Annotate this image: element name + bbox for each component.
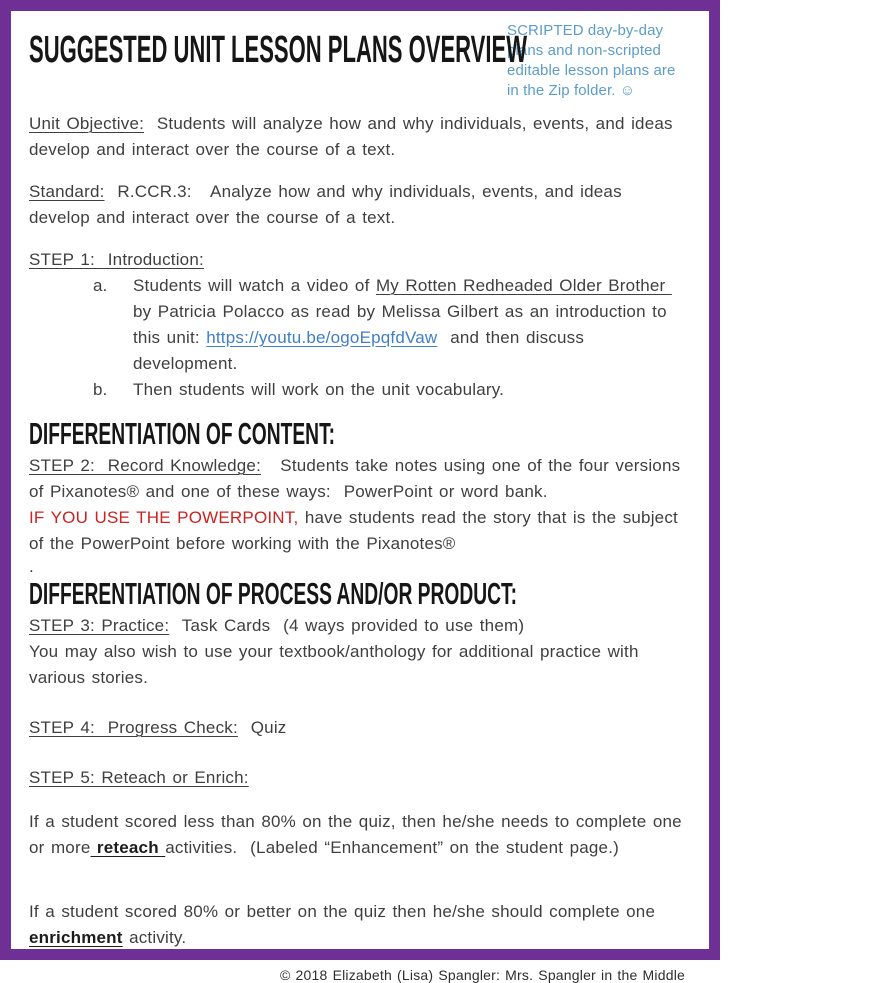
list-marker-a: a. [93, 276, 108, 295]
reteach-paragraph [29, 809, 689, 861]
header [29, 19, 689, 101]
spacer [29, 741, 689, 765]
enrich-keyword: enrichment [29, 928, 123, 947]
differentiation-of-content-heading: DIFFERENTIATION OF CONTENT: [29, 416, 336, 451]
step3-paragraph [29, 613, 689, 639]
step4-label: STEP 4: Progress Check: [29, 718, 238, 737]
zip-folder-note-text: SCRIPTED day-by-day plans and non-scripted editable lesson plans are in the Zip folder. [507, 22, 676, 99]
step1-list [29, 273, 689, 403]
step4-text: Quiz [237, 718, 287, 737]
standard-text: R.CCR.3: Analyze how and why individuals, events, and ideas develop and interact over the course of a text. [29, 182, 629, 227]
spacer [29, 877, 689, 899]
unit-objective-paragraph [29, 111, 689, 163]
book-title: My Rotten Redheaded Older Brother [375, 276, 672, 295]
step2-label: STEP 2: Record Knowledge: [29, 456, 262, 475]
zip-folder-note [507, 19, 689, 101]
item-a-mid: by Patricia Polacco as read by Melissa Gilbert as an introduction to this unit: [133, 302, 674, 347]
smiley-icon: ☺ [615, 82, 636, 99]
list-item-a [29, 273, 689, 377]
content-heading-row [29, 417, 689, 453]
reteach-post: activities. (Labeled “Enhancement” on the student page.) [165, 838, 619, 857]
step1-label: STEP 1: Introduction: [29, 250, 204, 269]
stray-period: . [29, 557, 34, 576]
enrich-post: activity. [122, 928, 187, 947]
enrich-paragraph [29, 899, 689, 951]
list-item-b [29, 377, 689, 403]
spacer [29, 691, 689, 715]
standard-paragraph [29, 179, 689, 231]
step2-text: Students take notes using one of the four versions of Pixanotes® and one of these ways: PowerPoint or word bank. [29, 456, 687, 501]
spacer [29, 791, 689, 809]
process-heading-row [29, 577, 689, 613]
step4-paragraph [29, 715, 689, 741]
page-title: SUGGESTED UNIT LESSON PLANS OVERVIEW [29, 29, 528, 71]
unit-objective-text: Students will analyze how and why individuals, events, and ideas develop and interact over the course of a text. [29, 114, 680, 159]
step3-text: Task Cards (4 ways provided to use them) [169, 616, 525, 635]
item-a-pre: Students will watch a video of [133, 276, 376, 295]
powerpoint-alert-text: IF YOU USE THE POWERPOINT, [29, 508, 299, 527]
step3-label: STEP 3: Practice: [29, 616, 170, 635]
step5-paragraph [29, 765, 689, 791]
list-marker-b: b. [93, 380, 108, 399]
item-a-post: and then discuss development. [133, 328, 591, 373]
copyright-footer: © 2018 Elizabeth (Lisa) Spangler: Mrs. Spangler in the Middle [279, 967, 685, 983]
youtube-link[interactable]: https://youtu.be/ogoEpqfdVaw [206, 328, 438, 347]
title-wrap [29, 19, 528, 101]
list-item-b-text: Then students will work on the unit vocabulary. [133, 380, 505, 399]
reteach-keyword: reteach [90, 838, 166, 857]
differentiation-of-process-heading: DIFFERENTIATION OF PROCESS AND/OR PRODUCT: [29, 576, 517, 611]
enrich-pre: If a student scored 80% or better on the quiz then he/she should complete one [29, 902, 662, 921]
step2-after-alert: have students read the story that is the subject of the PowerPoint before working with the Pixanotes® [29, 508, 685, 553]
list-item-a-text [133, 273, 689, 377]
step2-paragraph [29, 453, 689, 557]
step5-label: STEP 5: Reteach or Enrich: [29, 768, 249, 787]
unit-objective-label: Unit Objective: [29, 114, 145, 133]
step1-heading [29, 247, 689, 273]
reteach-pre: If a student scored less than 80% on the quiz, then he/she needs to complete one or more [29, 812, 689, 857]
standard-label: Standard: [29, 182, 105, 201]
step3-note: You may also wish to use your textbook/anthology for additional practice with various stories. [29, 642, 646, 687]
